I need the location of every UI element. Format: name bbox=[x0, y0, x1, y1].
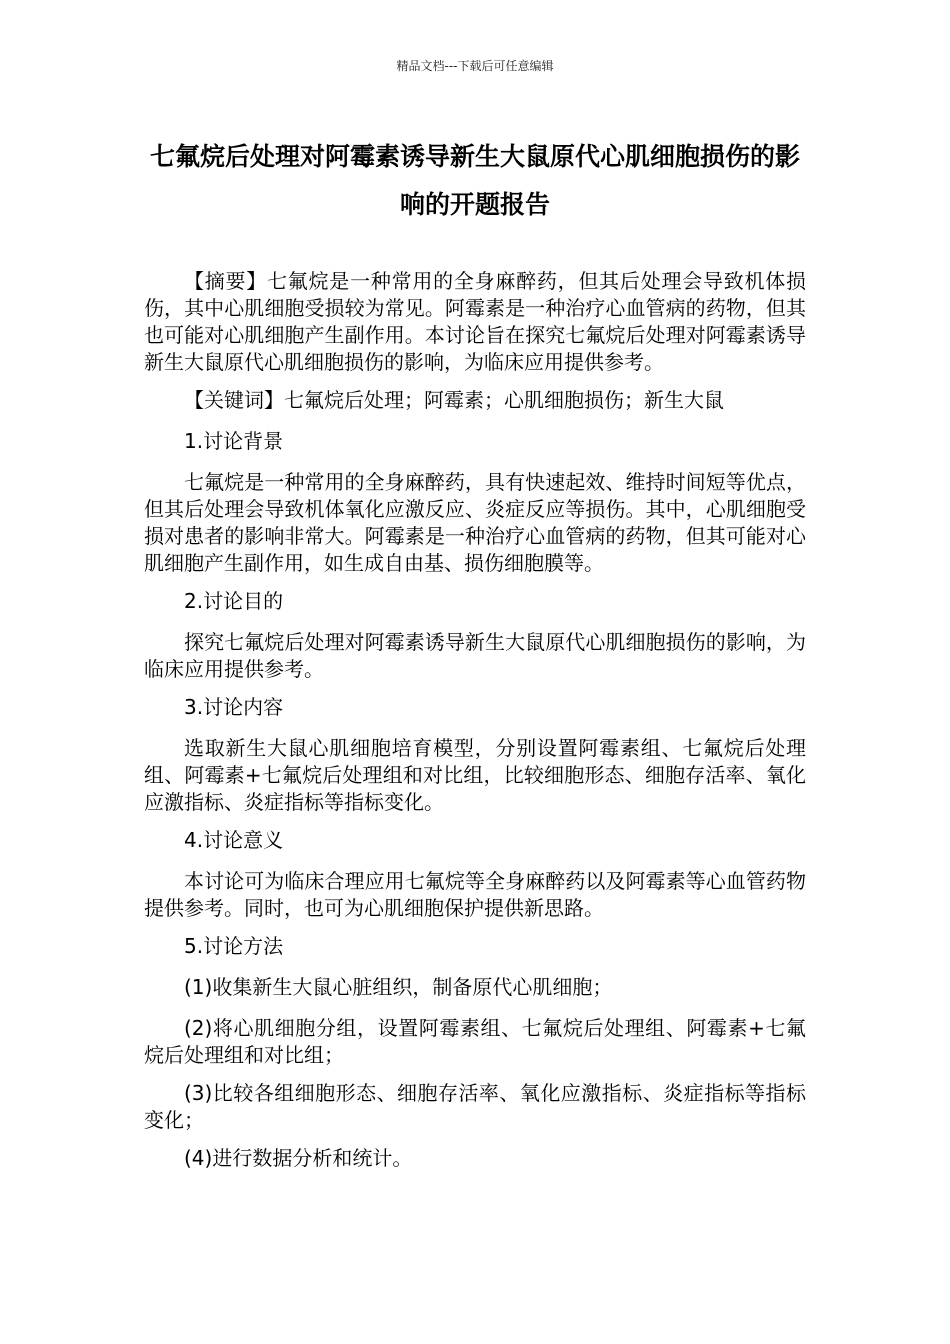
page-header-note: 精品文档---下载后可任意编辑 bbox=[396, 59, 554, 73]
background-paragraph: 七氟烷是一种常用的全身麻醉药，具有快速起效、维持时间短等优点，但其后处理会导致机体氧化应激反应、炎症反应等损伤。其中，心肌细胞受损对患者的影响非常大。阿霉素是一种治疗心血管病的药物，但其可能对心肌细胞产生副作用，如生成自由基、损伤细胞膜等。 bbox=[144, 470, 806, 575]
abstract-paragraph: 【摘要】七氟烷是一种常用的全身麻醉药，但其后处理会导致机体损伤，其中心肌细胞受损较为常见。阿霉素是一种治疗心血管病的药物，但其也可能对心肌细胞产生副作用。本讨论旨在探究七氟烷后处理对阿霉素诱导新生大鼠原代心肌细胞损伤的影响，为临床应用提供参考。 bbox=[144, 269, 806, 374]
section-heading-background: 1.讨论背景 bbox=[184, 429, 284, 453]
purpose-paragraph: 探究七氟烷后处理对阿霉素诱导新生大鼠原代心肌细胞损伤的影响，为临床应用提供参考。 bbox=[144, 630, 806, 681]
method-step-1: (1)收集新生大鼠心脏组织，制备原代心肌细胞； bbox=[184, 975, 613, 999]
section-heading-content: 3.讨论内容 bbox=[184, 695, 284, 719]
content-paragraph: 选取新生大鼠心肌细胞培育模型，分别设置阿霉素组、七氟烷后处理组、阿霉素+七氟烷后处理组和对比组，比较细胞形态、细胞存活率、氧化应激指标、炎症指标等指标变化。 bbox=[144, 736, 806, 814]
method-step-3: (3)比较各组细胞形态、细胞存活率、氧化应激指标、炎症指标等指标变化； bbox=[144, 1081, 806, 1132]
document-title: 七氟烷后处理对阿霉素诱导新生大鼠原代心肌细胞损伤的影响的开题报告 bbox=[149, 142, 800, 219]
significance-paragraph: 本讨论可为临床合理应用七氟烷等全身麻醉药以及阿霉素等心血管药物提供参考。同时，也可为心肌细胞保护提供新思路。 bbox=[144, 869, 806, 920]
document-body bbox=[144, 268, 806, 1186]
section-heading-purpose: 2.讨论目的 bbox=[184, 589, 284, 613]
method-step-4: (4)进行数据分析和统计。 bbox=[184, 1146, 413, 1170]
method-step-2: (2)将心肌细胞分组，设置阿霉素组、七氟烷后处理组、阿霉素+七氟烷后处理组和对比组； bbox=[144, 1016, 806, 1067]
section-heading-significance: 4.讨论意义 bbox=[184, 828, 284, 852]
keywords-paragraph: 【关键词】七氟烷后处理；阿霉素；心肌细胞损伤；新生大鼠 bbox=[184, 388, 724, 412]
section-heading-methods: 5.讨论方法 bbox=[184, 934, 284, 958]
